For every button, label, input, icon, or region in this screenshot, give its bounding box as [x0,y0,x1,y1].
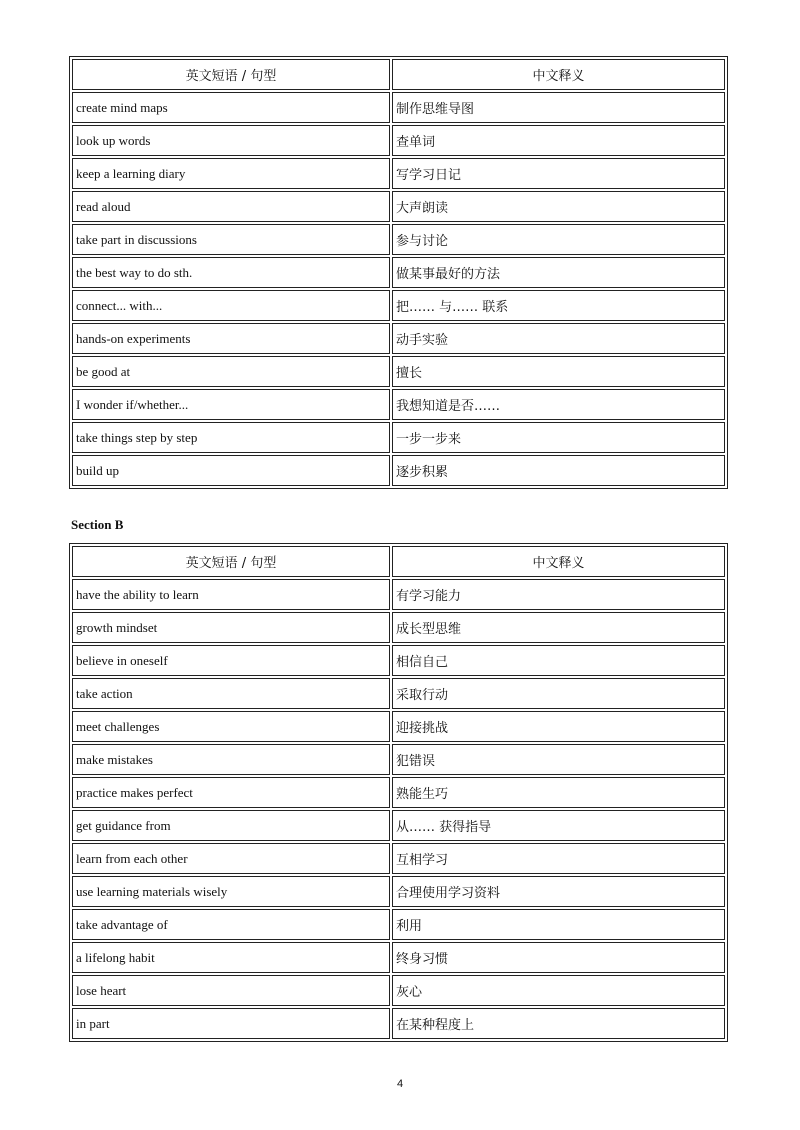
table-row [72,612,725,643]
table-row [72,843,725,874]
chinese-meaning-cell: 有学习能力 [392,579,725,610]
english-phrase-cell: create mind maps [72,92,390,123]
header-chinese-meaning: 中文释义 [392,546,725,577]
chinese-meaning-cell: 一步一步来 [392,422,725,453]
english-phrase-cell: lose heart [72,975,390,1006]
chinese-meaning-cell: 熟能生巧 [392,777,725,808]
english-phrase-cell: take advantage of [72,909,390,940]
english-phrase-cell: the best way to do sth. [72,257,390,288]
header-english-phrase: 英文短语 / 句型 [72,59,390,90]
english-phrase-cell: take things step by step [72,422,390,453]
table-row [72,455,725,486]
english-phrase-cell: get guidance from [72,810,390,841]
chinese-meaning-cell: 大声朗读 [392,191,725,222]
table-row [72,290,725,321]
phrase-table-section-b [69,543,728,1042]
table-row [72,744,725,775]
chinese-meaning-cell: 查单词 [392,125,725,156]
table-row [72,92,725,123]
table-row [72,224,725,255]
chinese-meaning-cell: 终身习惯 [392,942,725,973]
chinese-meaning-cell: 把…… 与…… 联系 [392,290,725,321]
section-b-heading: Section B [71,517,124,532]
english-phrase-cell: build up [72,455,390,486]
table-row [72,711,725,742]
table-row [72,323,725,354]
english-phrase-cell: read aloud [72,191,390,222]
table-row [72,678,725,709]
table-row [72,579,725,610]
header-english-phrase: 英文短语 / 句型 [72,546,390,577]
chinese-meaning-cell: 犯错误 [392,744,725,775]
table-row [72,158,725,189]
table-row [72,909,725,940]
chinese-meaning-cell: 互相学习 [392,843,725,874]
english-phrase-cell: hands-on experiments [72,323,390,354]
table-row [72,810,725,841]
table-row [72,876,725,907]
header-chinese-meaning: 中文释义 [392,59,725,90]
chinese-meaning-cell: 擅长 [392,356,725,387]
chinese-meaning-cell: 做某事最好的方法 [392,257,725,288]
chinese-meaning-cell: 相信自己 [392,645,725,676]
table-header-row [72,546,725,577]
english-phrase-cell: look up words [72,125,390,156]
table-row [72,1008,725,1039]
chinese-meaning-cell: 动手实验 [392,323,725,354]
table-row [72,422,725,453]
english-phrase-cell: use learning materials wisely [72,876,390,907]
english-phrase-cell: growth mindset [72,612,390,643]
english-phrase-cell: keep a learning diary [72,158,390,189]
english-phrase-cell: have the ability to learn [72,579,390,610]
chinese-meaning-cell: 从…… 获得指导 [392,810,725,841]
english-phrase-cell: connect... with... [72,290,390,321]
chinese-meaning-cell: 利用 [392,909,725,940]
phrase-table-section-a [69,56,728,489]
chinese-meaning-cell: 制作思维导图 [392,92,725,123]
table-row [72,389,725,420]
table-row [72,942,725,973]
table-row [72,645,725,676]
english-phrase-cell: I wonder if/whether... [72,389,390,420]
english-phrase-cell: learn from each other [72,843,390,874]
chinese-meaning-cell: 成长型思维 [392,612,725,643]
english-phrase-cell: believe in oneself [72,645,390,676]
english-phrase-cell: take part in discussions [72,224,390,255]
table-header-row [72,59,725,90]
table-row [72,356,725,387]
chinese-meaning-cell: 写学习日记 [392,158,725,189]
table-row [72,257,725,288]
table-row [72,975,725,1006]
table-row [72,191,725,222]
table-row [72,777,725,808]
chinese-meaning-cell: 采取行动 [392,678,725,709]
chinese-meaning-cell: 迎接挑战 [392,711,725,742]
english-phrase-cell: take action [72,678,390,709]
table-row [72,125,725,156]
chinese-meaning-cell: 灰心 [392,975,725,1006]
english-phrase-cell: meet challenges [72,711,390,742]
english-phrase-cell: make mistakes [72,744,390,775]
page-number: 4 [396,1078,404,1090]
english-phrase-cell: a lifelong habit [72,942,390,973]
english-phrase-cell: practice makes perfect [72,777,390,808]
english-phrase-cell: be good at [72,356,390,387]
chinese-meaning-cell: 合理使用学习资料 [392,876,725,907]
chinese-meaning-cell: 在某种程度上 [392,1008,725,1039]
chinese-meaning-cell: 逐步积累 [392,455,725,486]
chinese-meaning-cell: 我想知道是否…… [392,389,725,420]
english-phrase-cell: in part [72,1008,390,1039]
chinese-meaning-cell: 参与讨论 [392,224,725,255]
